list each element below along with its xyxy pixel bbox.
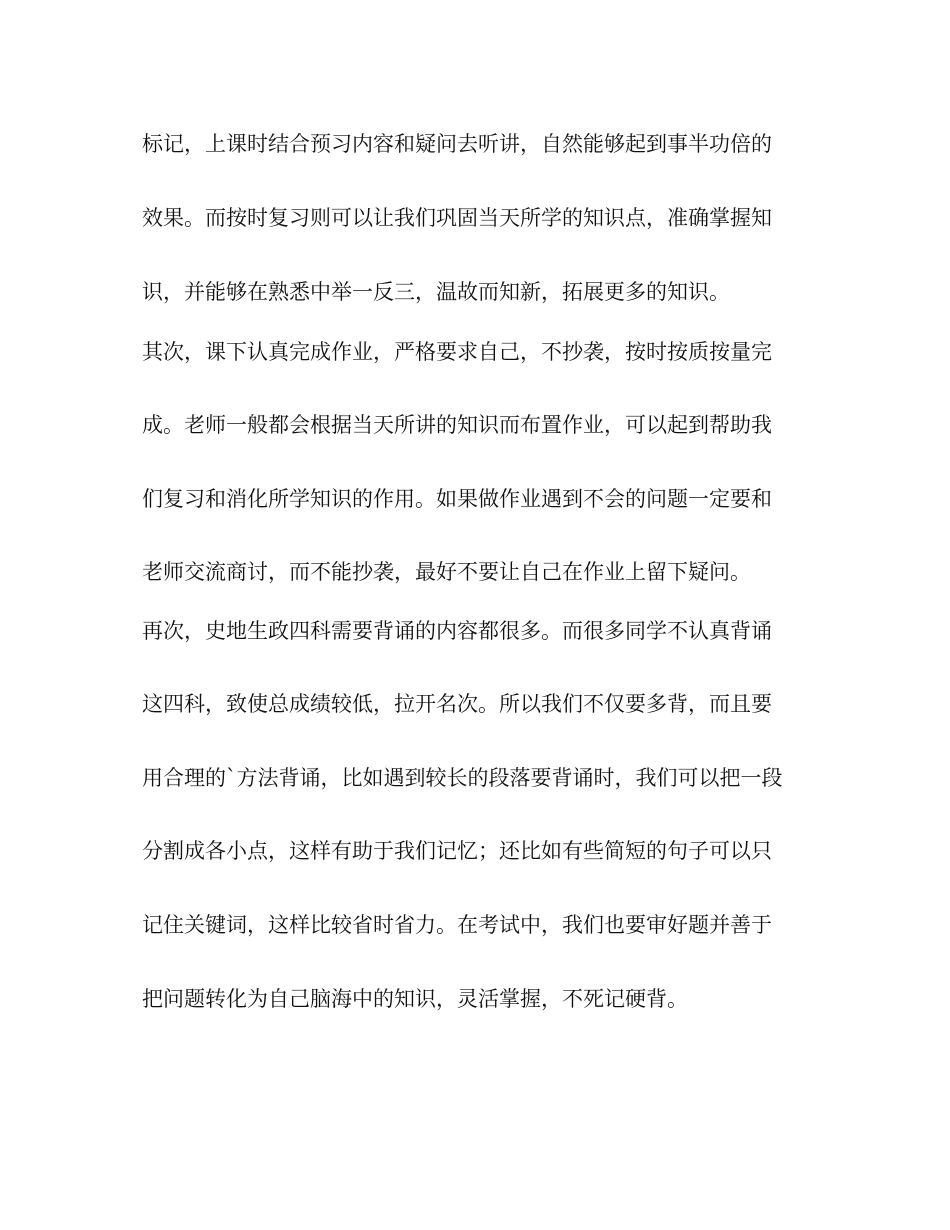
text-line: 其次，课下认真完成作业，严格要求自己，不抄袭，按时按质按量完 [142,340,772,364]
text-line: 分割成各小点，这样有助于我们记忆；还比如有些简短的句子可以只 [142,839,772,863]
text-line: 老师交流商讨，而不能抄袭，最好不要让自己在作业上留下疑问。 [142,560,751,584]
text-line: 成。老师一般都会根据当天所讲的知识而布置作业，可以起到帮助我 [142,413,772,437]
text-line: 这四科，致使总成绩较低，拉开名次。所以我们不仅要多背，而且要 [142,692,772,716]
text-line: 再次，史地生政四科需要背诵的内容都很多。而很多同学不认真背诵 [142,619,772,643]
text-line: 效果。而按时复习则可以让我们巩固当天所学的知识点，准确掌握知 [142,206,772,230]
text-line: 记住关键词，这样比较省时省力。在考试中，我们也要审好题并善于 [142,913,772,937]
text-line: 识，并能够在熟悉中举一反三，温故而知新，拓展更多的知识。 [142,280,730,304]
text-line: 们复习和消化所学知识的作用。如果做作业遇到不会的问题一定要和 [142,487,772,511]
text-line: 用合理的`方法背诵，比如遇到较长的段落要背诵时，我们可以把一段 [142,766,783,790]
text-line: 把问题转化为自己脑海中的知识，灵活掌握，不死记硬背。 [142,987,688,1011]
text-line: 标记，上课时结合预习内容和疑问去听讲，自然能够起到事半功倍的 [142,132,772,156]
